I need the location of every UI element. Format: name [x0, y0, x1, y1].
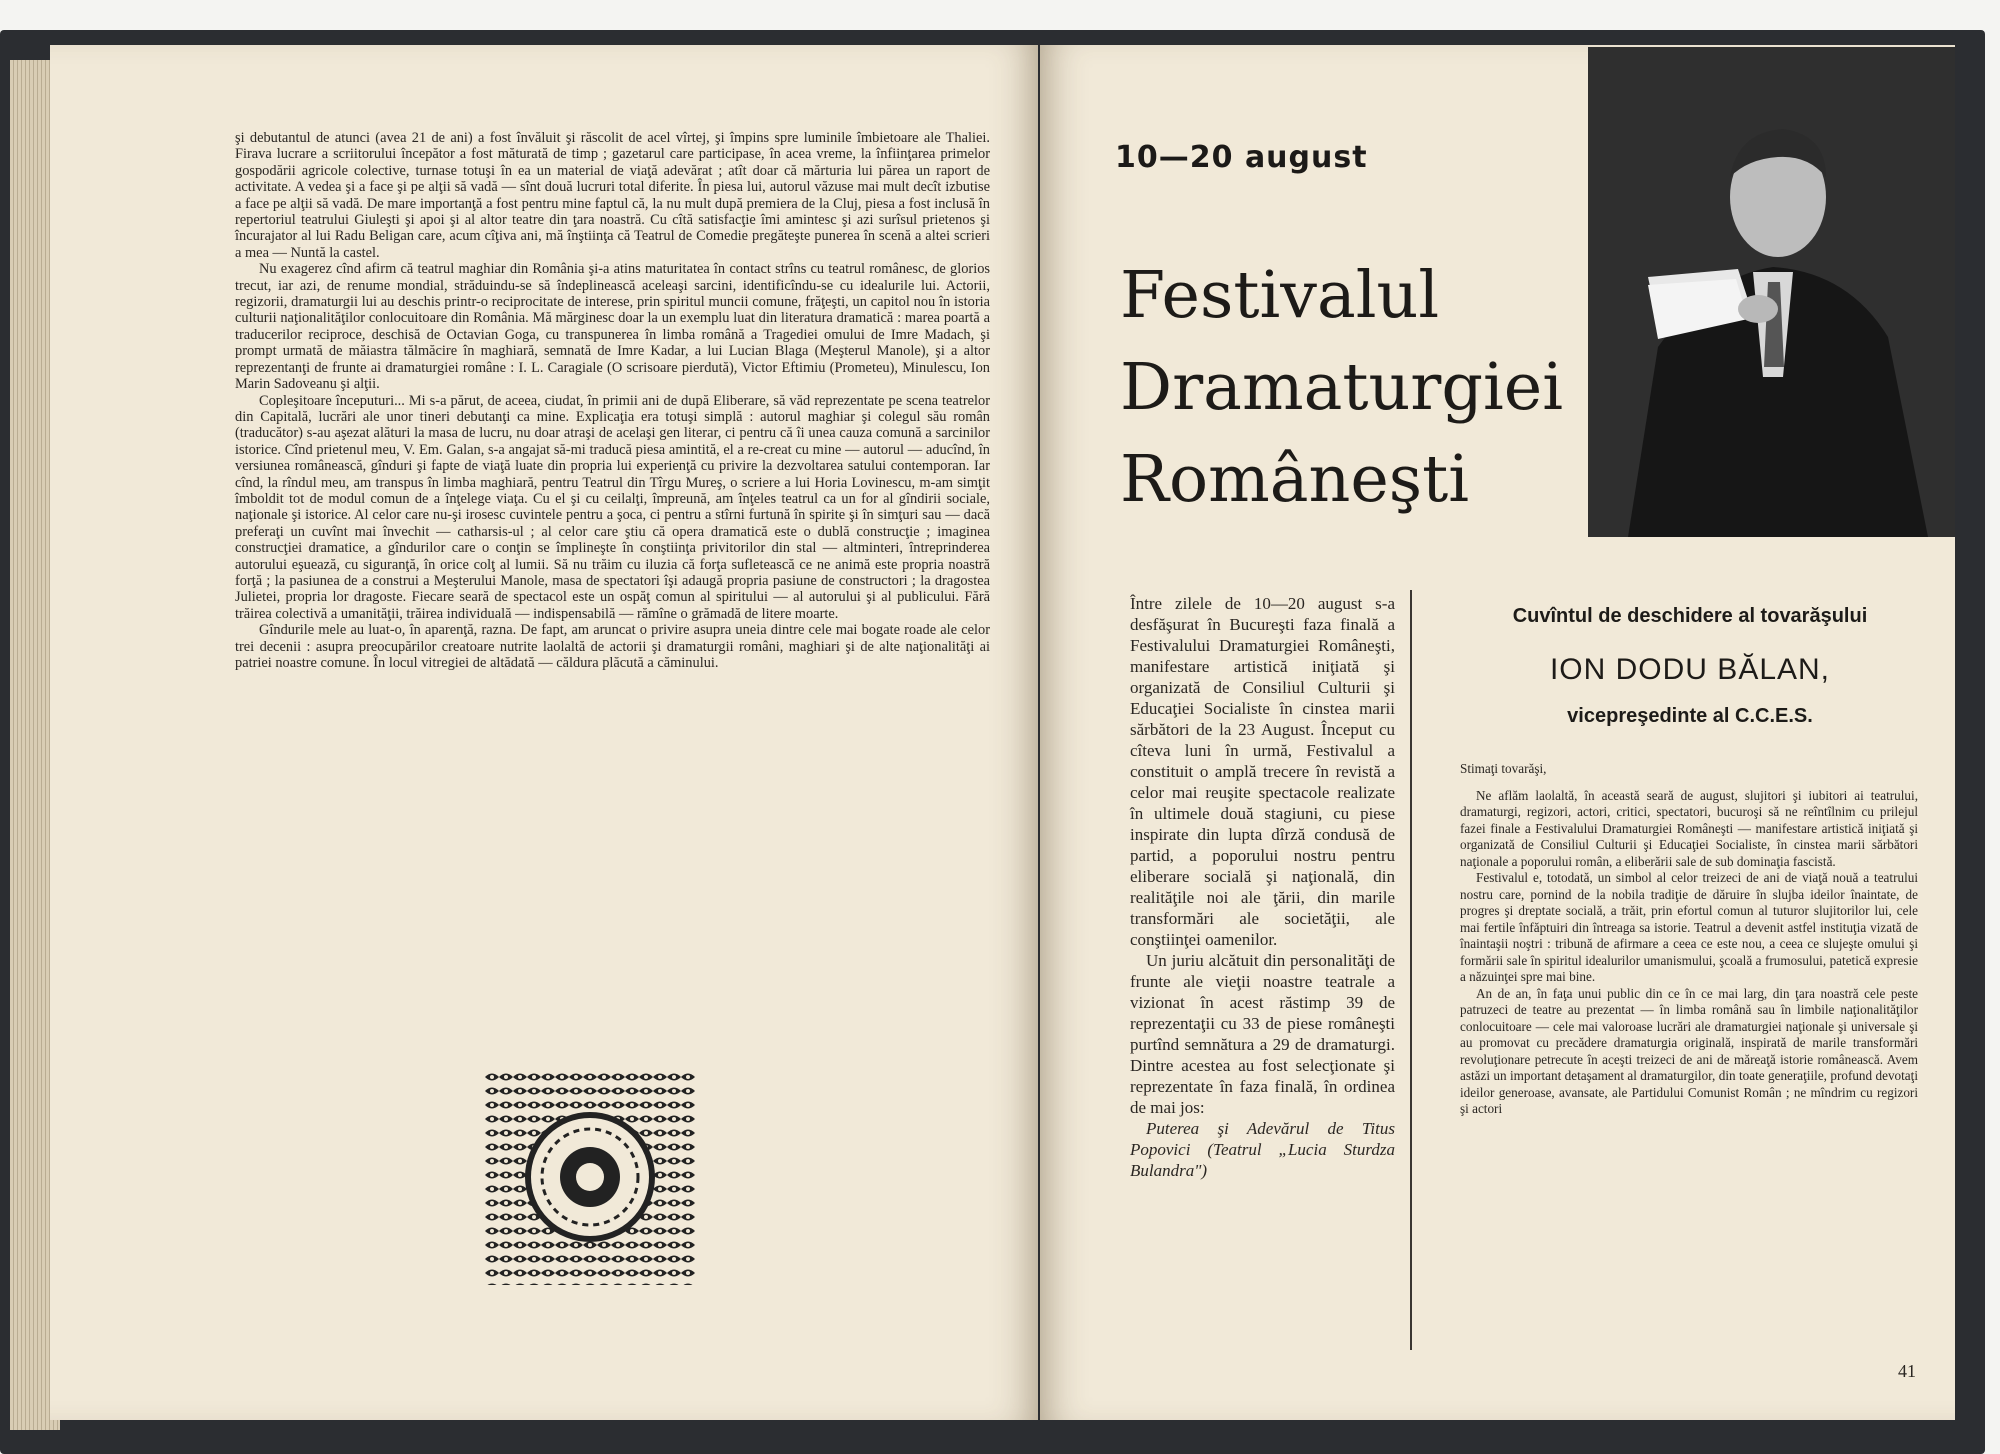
left-article-text — [235, 130, 990, 671]
title-line-1: Festivalul — [1120, 258, 1440, 333]
speech-greeting: Stimaţi tovarăşi, — [1460, 761, 1547, 776]
speaker-photo — [1588, 47, 1955, 537]
title-line-2: Dramaturgiei — [1120, 350, 1564, 425]
intro-paragraph-2: Un juriu alcătuit din personalităţi de frunte ale vieţii noastre teatrale a vizionat în acest răstimp 39 de reprezentaţii cu 33 de piese româneşti purtînd semnătura a 29 de dramaturgi. Dintre acestea au fost selecţionate şi reprezentate în faza finală, în ordinea de mai jos: — [1130, 951, 1395, 1117]
left-paragraph-2: Nu exagerez cînd afirm că teatrul maghiar din România şi-a atins maturitatea în contact strîns cu teatrul românesc, de glorios trecut, iar azi, de renume mondial, străduindu-se să îndeplinească aceleaşi sarcini, identificîndu-se cu idealurile lui. Actorii, regizorii, dramaturgii lui au deschis printr-o reciprocitate de interese, prin spiritul muncii comune, frăţeşti, un capitol nou în istoria culturii naţionalităţilor conlocuitoare din România. Mă mărginesc doar la un exemplu luat din literatura dramatică : marea poartă a traducerilor reciproce, deschisă de Octavian Goga, cu transpunerea în limba română a Tragediei omului de Imre Madach, şi prompt urmată de măiastra tălmăcire în maghiară, semnată de Imre Kadar, a lui Lucian Blaga (Meşterul Manole), şi a altor reprezentanţi de frunte ai dramaturgiei române : I. L. Caragiale (O scrisoare pierdută), Victor Eftimiu (Prometeu), Minulescu, Ion Marin Sadoveanu şi alţii. — [235, 261, 990, 393]
intro-paragraph-3: Puterea şi Adevărul de Titus Popovici (Teatrul „Lucia Sturdza Bulandra") — [1130, 1119, 1395, 1180]
column-divider — [1410, 590, 1412, 1350]
speech-column — [1460, 761, 1918, 1118]
date-heading: 10—20 august — [1115, 140, 1368, 175]
speaker-name: ION DODU BĂLAN, — [1549, 653, 1831, 686]
speech-paragraph-2: Festivalul e, totodată, un simbol al celor treizeci de ani de viaţă nouă a teatrului nostru care, pornind de la nobila tradiţie de dăruire în slujba ideilor înaintate, de progres şi dreptate socială, a trăit, prin efortul comun al tuturor slujitorilor lui, cele mai fertile înfăptuiri din întreaga sa istorie. Teatrul a devenit astfel instituţia vizată de înaintaşii noştri : tribună de afirmare a ceea ce este nou, a ceea ce slujeşte omului şi formării sale în spiritul idealurilor umanismului, şcoală a frumosului, patetică expresie a năzuinţei spre mai bine. — [1460, 870, 1918, 984]
intro-paragraph-1: Între zilele de 10—20 august s-a desfăşurat în Bucureşti faza finală a Festivalului Dramaturgiei Româneşti, manifestare artistică iniţiată şi organizată de Consiliul Culturii şi Educaţiei Socialiste în cinstea marii sărbători de la 23 August. Început cu cîteva luni în urmă, Festivalul a constituit o amplă trecere în revistă a celor mai reuşite spectacole realizate în ultimele două stagiuni, cu piese inspirate din lupta dîrză condusă de partid, a poporului nostru pentru eliberare socială şi naţională, din realităţile noi ale ţării, din marile transformări ale societăţii, ale conştiinţei oamenilor. — [1130, 594, 1395, 949]
speech-paragraph-1: Ne aflăm laolaltă, în această seară de august, slujitori şi iubitori ai teatrului, dramaturgi, regizori, actori, critici, spectatori, bucuroşi să ne reîntîlnim cu prilejul fazei finale a Festivalului Dramaturgiei Româneşti — manifestare artistică iniţiată şi organizată de Consiliul Culturii şi Educaţiei Socialiste, în cinstea marii sărbători naţionale a poporului român, a eliberării sale de sub dominaţia fascistă. — [1460, 787, 1918, 869]
speech-paragraph-3: An de an, în faţa unui public din ce în ce mai larg, din ţara noastră cele peste patruzeci de teatre au prezentat — în limba română sau în limbile naţionalităţilor conlocuitoare — cele mai valoroase lucrări ale dramaturgiei naţionale şi universale şi au promovat cu precădere dramaturgia originală, inspirată de marile transformări revoluţionare petrecute în aceşti treizeci de ani de măreaţă istorie românească. Avem astăzi un important detaşament al dramaturgilor, din toate generaţiile, profund devotaţi ideilor generoase, avansate, ale Partidului Comunist Român ; ne mîndrim cu regizori şi actori — [1460, 985, 1918, 1116]
title-line-3: Româneşti — [1120, 442, 1470, 517]
left-paragraph-1: şi debutantul de atunci (avea 21 de ani) a fost învăluit şi răscolit de acel vîrtej, şi împins spre luminile îmbietoare ale Thaliei. Firava lucrare a scriitorului începător a fost măturată de timp ; gazetarul care participase, în acea vreme, la înfiinţarea primelor gospodării agricole colective, turnase totuşi în ea un material de viaţă adevărat ; atît doar că mărturia lui părea un raport de activitate. A vedea şi a face şi pe alţii să vadă — sînt două lucruri total diferite. În piesa lui, autorul văzuse mai mult decît izbutise a face pe alţii să vadă. De mare importanţă a fost pentru mine faptul că, la nu mult după premiera de la Cluj, piesa a fost inclusă în repertoriul teatrului Giuleşti şi apoi şi al altor teatre din ţara noastră. Cu cîtă satisfacţie îmi amintesc şi azi surîsul prietenos şi încurajator al lui Radu Beligan care, acum cîţiva ani, mă înştiinţa că Teatrul de Comedie pregăteşte punerea în scenă a altei scrieri a mea — Nuntă la castel. — [235, 130, 990, 261]
speech-heading-line: Cuvîntul de deschidere al tovarăşului — [1512, 605, 1868, 627]
speaker-role: vicepreşedinte al C.C.E.S. — [1567, 705, 1813, 727]
left-page — [50, 45, 1038, 1420]
decorative-ornament-image — [485, 1070, 695, 1285]
left-paragraph-3: Copleşitoare începuturi... Mi s-a părut, de aceea, ciudat, în primii ani de după Eliberare, să văd reprezentate pe scena teatrelor din Capitală, lucrări ale unor tineri debutanţi ca mine. Explicaţia era totuşi simplă : autorul maghiar şi colegul său român (traducător) s-au aşezat alături la masa de lucru, nu doar atraşi de acelaşi gen literar, ci pentru că îi unea cauza comună a sarcinilor istorice. Cînd prietenul meu, V. Em. Galan, s-a angajat să-mi traducă piesa amintită, el a re-creat cu mine — autorul — aducînd, în versiunea românească, gînduri şi fapte de viaţă luate din propria lui experienţă cu privire la dezvoltarea satului contemporan. Iar cînd, la rîndul meu, am transpus în limba maghiară, pentru Teatrul din Tîrgu Mureş, o scriere a lui Horia Lovinescu, m-am simţit îmboldit tot de modul comun de a înţelege viaţa. Cu el şi cu ceilalţi, împreună, am înţeles teatrul ca un for al gîndirii sociale, naţionale şi istorice. Al celor care nu-şi irosesc cuvintele pentru a şoca, ci pentru a stîrni furtună în spirite şi în simţuri sau — dacă preferaţi un cuvînt mai învechit — catharsis-ul ; al celor care ştiu că opera dramatică este o dublă construcţie ; imaginea construcţiei dramatice, a gîndurilor care o conţin se împlineşte în conştiinţa privitorilor din stal — altminteri, întreprinderea autorului eşuează, cu siguranţă, în orice colţ al lumii. Să nu trăim cu iluzia că forţa sufletească ce ne animă este propria noastră forţă ; la pasiunea de a construi a Meşterului Manole, masa de spectatori îşi adaugă propria pasiune de constructori ; la dragostea Julietei, propria lor dragoste. Fiecare seară de spectacol este un ospăţ comun al spiritului — al autorului şi al publicului. Fără trăirea colectivă a umanităţii, trăirea individuală — indispensabilă — rămîne o grămadă de litere moarte. — [235, 392, 990, 622]
page-number: 41 — [1898, 1361, 1916, 1381]
right-page — [1040, 45, 1955, 1420]
intro-column — [1130, 593, 1395, 1181]
left-paragraph-4: Gîndurile mele au luat-o, în aparenţă, razna. De fapt, am aruncat o privire asupra uneia dintre cele mai bogate roade ale celor trei decenii : asupra preocupărilor creatoare nutrite laolaltă de actorii şi dramaturgii români, maghiari şi de alte naţionalităţi ai patriei noastre comune. În locul vitregiei de altădată — căldura plăcută a căminului. — [235, 622, 990, 671]
article-title — [1120, 250, 1590, 526]
